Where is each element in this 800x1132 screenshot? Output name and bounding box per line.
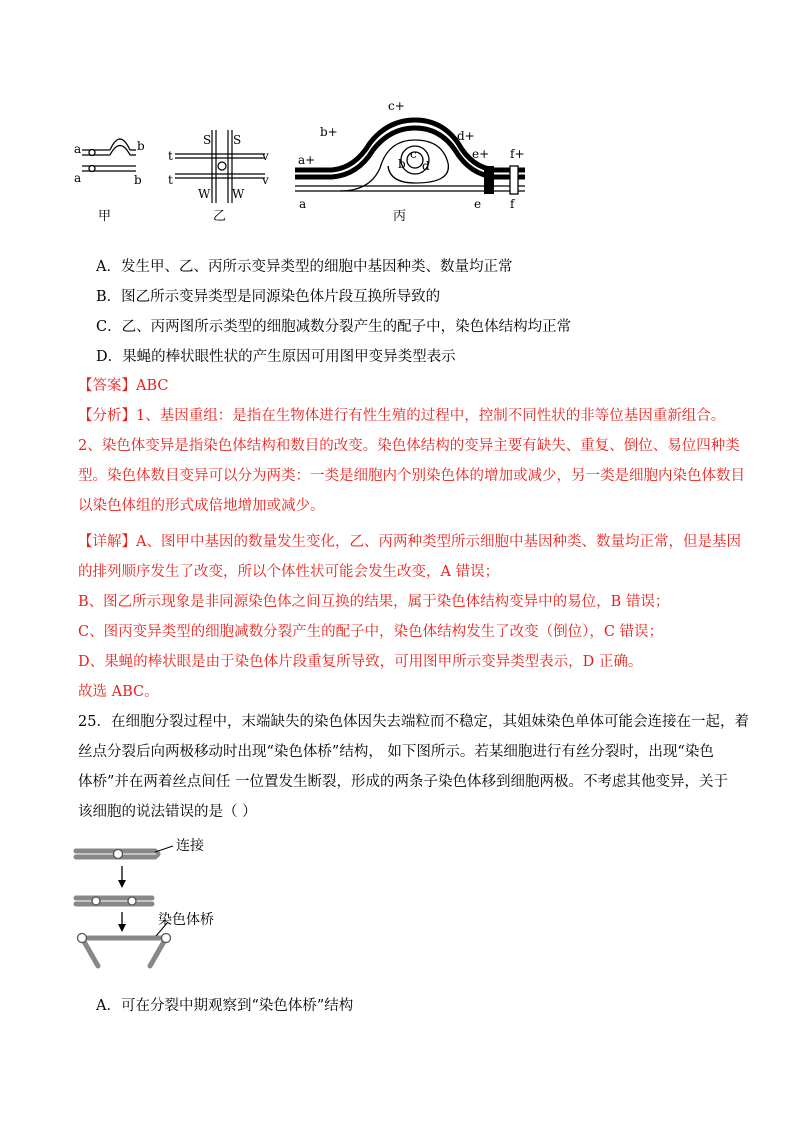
gene-label: a — [299, 197, 307, 211]
gene-label: c+ — [388, 99, 405, 113]
gene-label: S — [233, 133, 242, 147]
label-connect: 连接 — [176, 838, 204, 854]
explanation-line: 【详解】A、图甲中基因的数量发生变化，乙、丙两种类型所示细胞中基因种类、数量均正常，但是基因 — [78, 534, 741, 550]
analysis-line: 型。染色体数目变异可以分为两类：一类是细胞内个别染色体的增加或减少，另一类是细胞内染色体数目 — [78, 468, 745, 484]
option-b: B．图乙所示变异类型是同源染色体片段互换所导致的 — [96, 289, 441, 305]
gene-label: a — [74, 171, 82, 185]
explanation-line: 的排列顺序发生了改变，所以个体性状可能会发生改变，A 错误； — [78, 564, 500, 580]
chromosome-variation-figure — [70, 98, 540, 228]
analysis-line: 【分析】1、基因重组：是指在生物体进行有性生殖的过程中，控制不同性状的非等位基因重新组合。 — [78, 408, 726, 424]
gene-label: b+ — [320, 125, 338, 139]
gene-label: a+ — [298, 153, 316, 167]
explanation-line: D、果蝇的棒状眼是由于染色体片段重复所导致，可用图甲所示变异类型表示，D 正确。 — [78, 654, 643, 670]
gene-label: a — [74, 142, 82, 156]
label-bridge: 染色体桥 — [158, 912, 214, 928]
gene-label: f — [510, 197, 515, 211]
question-25-line: 该细胞的说法错误的是（ ） — [78, 804, 257, 820]
answer: 【答案】ABC — [78, 378, 169, 394]
analysis-line: 2、染色体变异是指染色体结构和数目的改变。染色体结构的变异主要有缺失、重复、倒位、易位四种类 — [78, 438, 740, 454]
gene-label: S — [203, 133, 212, 147]
gene-label: W — [232, 187, 245, 201]
gene-label: e — [474, 197, 482, 211]
chromosome-bridge-figure — [70, 836, 270, 996]
explanation-line: B、图乙所示现象是非同源染色体之间互换的结果，属于染色体结构变异中的易位，B 错误； — [78, 594, 670, 610]
option-d: D．果蝇的棒状眼性状的产生原因可用图甲变异类型表示 — [96, 349, 456, 365]
gene-label: b — [398, 157, 406, 171]
figure-jia — [82, 139, 136, 172]
question-25-line: 25．在细胞分裂过程中，末端缺失的染色体因失去端粒而不稳定，其姐妹染色单体可能会连接在一起，着 — [78, 714, 749, 730]
gene-label: W — [198, 187, 211, 201]
explanation-line: C、图丙变异类型的细胞减数分裂产生的配子中，染色体结构发生了改变（倒位），C 错误； — [78, 624, 664, 640]
gene-label: t — [168, 149, 173, 163]
figure-label-jia: 甲 — [98, 209, 112, 224]
conclusion: 故选 ABC。 — [78, 684, 159, 700]
question-25-line: 体桥”并在两着丝点间任 一位置发生断裂，形成的两条子染色体移到细胞两极。不考虑其他变异，关于 — [78, 774, 729, 790]
figure-yi — [175, 130, 265, 203]
gene-label: c — [410, 147, 417, 161]
gene-label: b — [137, 139, 145, 153]
gene-label: t — [168, 173, 173, 187]
gene-label: v — [262, 149, 269, 163]
gene-label: v — [262, 173, 269, 187]
centromere — [162, 934, 171, 943]
gene-label: d+ — [457, 129, 475, 143]
centromere — [128, 897, 136, 905]
gene-label: f+ — [510, 147, 525, 161]
option-a: A．发生甲、乙、丙所示变异类型的细胞中基因种类、数量均正常 — [96, 259, 513, 275]
question-25-option-a: A．可在分裂中期观察到“染色体桥”结构 — [96, 998, 354, 1014]
centromere — [92, 897, 100, 905]
figure-label-yi: 乙 — [213, 209, 227, 224]
gene-label: e+ — [472, 147, 490, 161]
centromere — [114, 850, 123, 859]
question-25-line: 丝点分裂后向两极移动时出现“染色体桥”结构， 如下图所示。若某细胞进行有丝分裂时，出现“染色 — [78, 744, 714, 760]
option-c: C．乙、丙两图所示类型的细胞减数分裂产生的配子中，染色体结构均正常 — [96, 319, 572, 335]
centromere — [78, 934, 87, 943]
figure-label-bing: 丙 — [393, 209, 407, 224]
analysis-line: 以染色体组的形式成倍地增加或减少。 — [78, 498, 325, 514]
gene-label: d — [422, 159, 430, 173]
gene-label: b — [134, 173, 142, 187]
